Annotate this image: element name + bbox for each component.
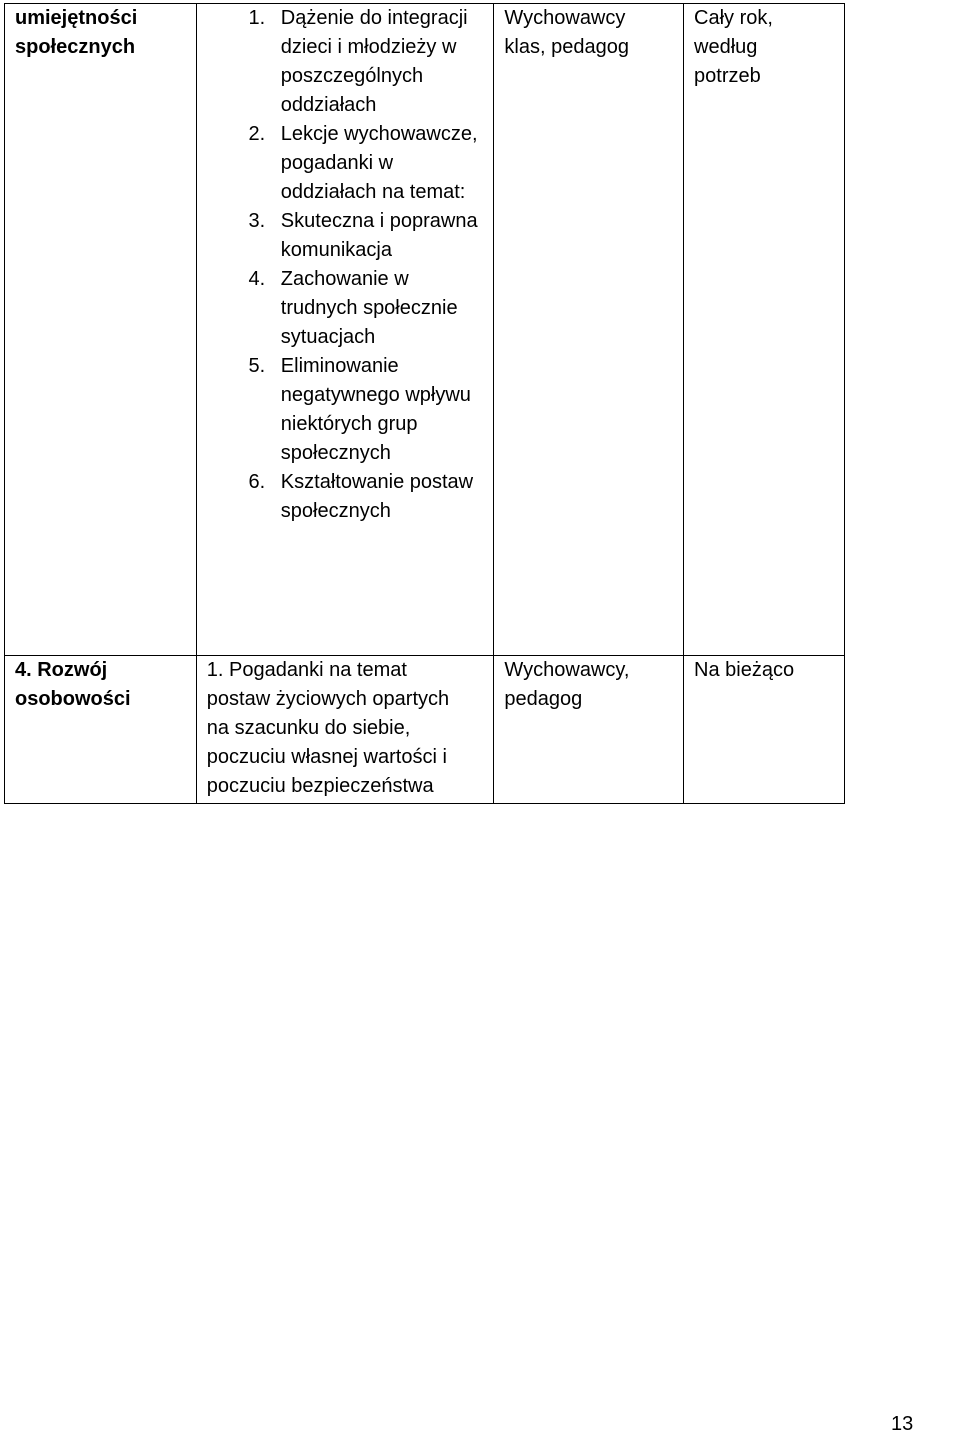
timing-line: według bbox=[694, 36, 758, 58]
table-row bbox=[5, 4, 845, 656]
responsible-line: Wychowawcy bbox=[504, 7, 626, 29]
list-item: 5. Eliminowanie negatywnego wpływu niektórych grup społecznych bbox=[271, 352, 486, 468]
list-item: 3. Skuteczna i poprawna komunikacja bbox=[271, 207, 486, 265]
area-line: osobowości bbox=[15, 688, 131, 710]
area-cell bbox=[5, 656, 197, 804]
responsible-line: pedagog bbox=[504, 688, 583, 710]
list-item: 6. Kształtowanie postaw społecznych bbox=[271, 468, 486, 526]
tasks-cell bbox=[196, 4, 494, 656]
task-line: 1. Pogadanki na temat bbox=[206, 659, 407, 681]
area-line: 4. Rozwój bbox=[15, 659, 108, 681]
table-row bbox=[5, 656, 845, 804]
timing-cell bbox=[684, 4, 845, 656]
task-list bbox=[207, 4, 486, 526]
responsible-cell bbox=[494, 656, 684, 804]
task-line: poczuciu bezpieczeństwa bbox=[206, 775, 434, 797]
task-line: na szacunku do siebie, bbox=[206, 717, 411, 739]
responsible-line: klas, pedagog bbox=[504, 36, 629, 58]
area-line: umiejętności bbox=[15, 7, 138, 29]
page-number: 13 bbox=[891, 1413, 914, 1435]
timing-line: Cały rok, bbox=[694, 7, 773, 29]
program-table bbox=[4, 3, 845, 804]
task-line: poczuciu własnej wartości i bbox=[206, 746, 447, 768]
list-item: 1. Dążenie do integracji dzieci i młodzieży w poszczególnych oddziałach bbox=[271, 4, 486, 120]
tasks-cell bbox=[196, 656, 494, 804]
area-line: społecznych bbox=[15, 36, 136, 58]
list-item: 2. Lekcje wychowawcze, pogadanki w oddziałach na temat: bbox=[271, 120, 486, 207]
responsible-line: Wychowawcy, bbox=[504, 659, 630, 681]
timing-line: potrzeb bbox=[694, 65, 761, 87]
timing-cell bbox=[684, 656, 845, 804]
task-line: postaw życiowych opartych bbox=[206, 688, 450, 710]
timing-line: Na bieżąco bbox=[694, 659, 795, 681]
responsible-cell bbox=[494, 4, 684, 656]
area-cell bbox=[5, 4, 197, 656]
list-item: 4. Zachowanie w trudnych społecznie sytuacjach bbox=[271, 265, 486, 352]
